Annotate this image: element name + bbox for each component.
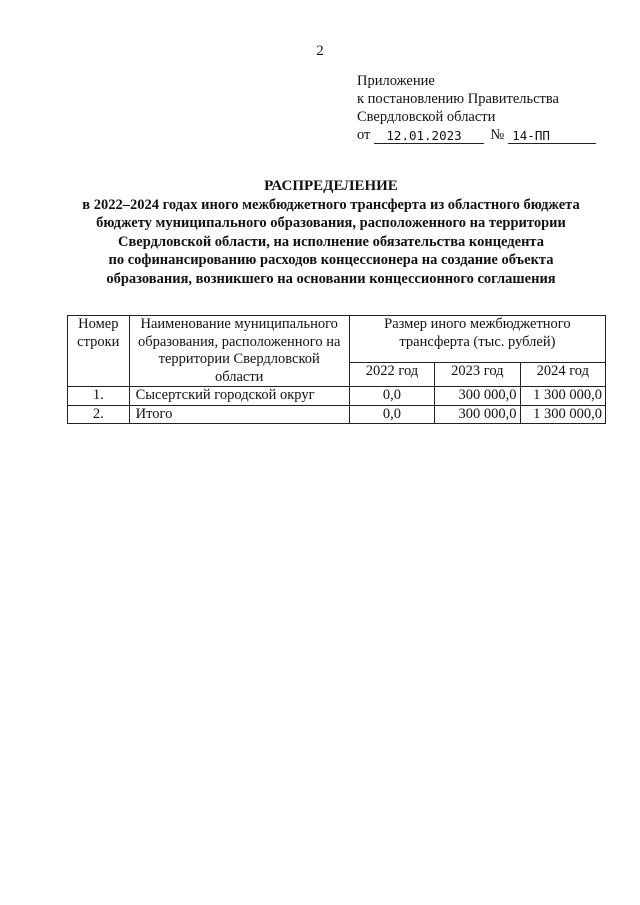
appendix-line-3: Свердловской области — [357, 109, 496, 125]
table-header-row — [68, 316, 606, 363]
table-row — [68, 405, 606, 424]
header-amount-group: Размер иного межбюджетного трансферта (тыс. рублей) — [349, 316, 605, 363]
title-line: в 2022–2024 годах иного межбюджетного трансферта из областного бюджета — [82, 196, 580, 213]
title-line: РАСПРЕДЕЛЕНИЕ — [264, 178, 398, 194]
value-2023: 300 000,0 — [435, 387, 520, 406]
value-2024: 1 300 000,0 — [520, 405, 605, 424]
header-year-2022: 2022 год — [349, 362, 434, 386]
value-2022: 0,0 — [349, 405, 434, 424]
municipality-name: Итого — [129, 405, 349, 424]
value-2022: 0,0 — [349, 387, 434, 406]
header-municipality-name: Наименование муниципального образования, расположенного на территории Свердловской области — [129, 316, 349, 387]
row-number: 2. — [68, 405, 130, 424]
header-year-2023: 2023 год — [435, 362, 520, 386]
page-number: 2 — [316, 43, 324, 59]
municipality-name: Сысертский городской округ — [129, 387, 349, 406]
table-row — [68, 387, 606, 406]
date-prefix: от — [357, 127, 371, 143]
document-title — [40, 177, 622, 288]
title-line: бюджету муниципального образования, расположенного на территории — [96, 215, 566, 231]
number-prefix: № — [490, 127, 505, 143]
appendix-line-2: к постановлению Правительства — [357, 91, 559, 107]
value-2023: 300 000,0 — [435, 405, 520, 424]
appendix-block — [357, 72, 596, 144]
value-2024: 1 300 000,0 — [520, 387, 605, 406]
title-line: Свердловской области, на исполнение обязательства концедента — [118, 233, 544, 250]
title-line: образования, возникшего на основании концессионного соглашения — [106, 270, 556, 287]
title-line: по софинансированию расходов концессионера на создание объекта — [108, 252, 554, 268]
date-value: 12.01.2023 — [374, 129, 484, 144]
row-number: 1. — [68, 387, 130, 406]
distribution-table — [67, 315, 606, 424]
appendix-line-1: Приложение — [357, 73, 435, 89]
header-year-2024: 2024 год — [520, 362, 605, 386]
appendix-date-line — [357, 126, 596, 144]
number-value: 14-ПП — [508, 129, 596, 144]
header-row-number: Номер строки — [68, 316, 130, 387]
